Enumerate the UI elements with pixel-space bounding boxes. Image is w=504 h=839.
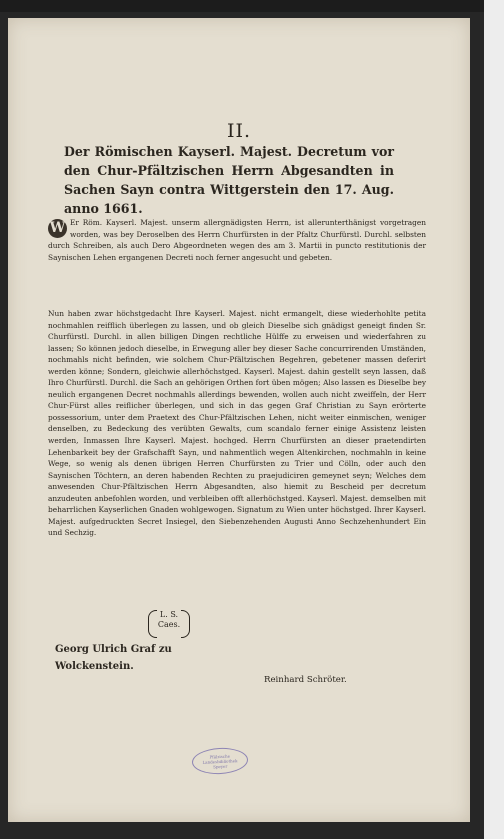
signatory-name: Georg Ulrich Graf zu — [55, 644, 172, 655]
stamp-line-3: Speyer — [213, 763, 228, 769]
signatory-block — [55, 641, 205, 675]
seal-line-2: Caes. — [157, 620, 181, 629]
intro-paragraph — [48, 217, 426, 263]
document-page — [8, 18, 470, 822]
seal-line-1: L. S. — [159, 610, 179, 619]
signatory-place: Wolckenstein. — [55, 661, 134, 672]
library-stamp — [191, 747, 248, 776]
stamp-line-1: Pfälzische — [209, 752, 231, 760]
section-number: II. — [226, 120, 252, 142]
body-paragraph: Nun haben zwar höchstgedacht Ihre Kayserl. Majest. nicht ermangelt, diese wiederhohlte petita nochmahlen reifflich überlegen zu lassen, und ob gleich Dieselbe sich gnädigst geneigt finden Sr. Churfürstl. Durchl. in allen billigen Dingen rechtliche Hülffe zu erweisen und wiederfahren zu lassen; So können jedoch dieselbe, in Erwegung aller bey dieser Sache concurrirenden Umständen, nochmahls nicht befinden, wie solchem Chur-Pfältzischen Begehren, gebetener massen deferirt werden könne; Sondern, gleichwie allerhöchstged. Kayserl. Majest. dahin gestellt seyn lassen, daß Ihro Churfürstl. Durchl. die Sach an gehörigen Orthen fort üben mögen; Also lassen es Dieselbe bey neulich ergangenen Decret nochmahls allerdings bewenden, wollen auch nicht zweiffeln, der Herr Chur-Fürst alles reiflicher überlegen, und sich in das gegen Graf Christian zu Sayn erörterte possessorium, unter dem Praetext des Chur-Pfältzischen Lehen, nicht weiter einmischen, weniger denselben, zu Bedeckung des verübten Gewalts, cum scandalo ferner einige Assistenz leisten werden, Inmassen Ihre Kayserl. Majest. hochged. Herrn Churfürsten an dieser praetendirten Lehenbarkeit bey der Grafschafft Sayn, und nahmentlich wegen Altenkirchen, nochmahln in keine Wege, so wenig als denen übrigen Herren Churfürsten zu Trier und Cölln, oder auch den Saynischen Töchtern, an deren habenden Rechten zu praejudiciren gemeynet seyn; Welches dem anwesenden Chur-Pfältzischen Herrn Abgesandten, also hiemit zu Bescheid per decretum anzudeuten anbefohlen worden, und verbleiben offt allerhöchstged. Kayserl. Majest. demselben mit beharrlichen Kayserlichen Gnaden wohlgewogen. Signatum zu Wien unter höchstged. Ihrer Kayserl. Majest. aufgedruckten Secret Insiegel, den Siebenzehenden Augusti Anno Sechzehenhundert Ein und Sechzig. — [48, 309, 426, 538]
stamp-line-2: Landesbibliothek — [202, 757, 238, 765]
seal-bracket-right — [181, 610, 190, 638]
seal-bracket-left — [148, 610, 157, 638]
intro-text: Er Röm. Kayserl. Majest. unserm allergnädigsten Herrn, ist allerunterthänigst vorgetragen worden, was bey Deroselben des Herrn Churfürsten in der Pfaltz Churfürstl. Durchl. selbsten durch Schreiben, als auch Dero Abgeordneten wegen des am 3. Martii in puncto restitutionis der Saynischen Lehen ergangenen Decreti noch ferner angesucht und gebeten. — [48, 218, 426, 262]
scan-border-right — [484, 0, 504, 839]
seal-mark — [150, 610, 188, 638]
decree-title: Der Römischen Kayserl. Majest. Decretum vor den Chur-Pfältzischen Herrn Abgesandten in Sachen Sayn contra Wittgerstein den 17. Aug. anno 1661. — [64, 144, 394, 216]
scan-border-top — [0, 0, 504, 12]
secretary-signature: Reinhard Schröter. — [264, 675, 347, 685]
decorated-initial: W — [49, 220, 66, 236]
